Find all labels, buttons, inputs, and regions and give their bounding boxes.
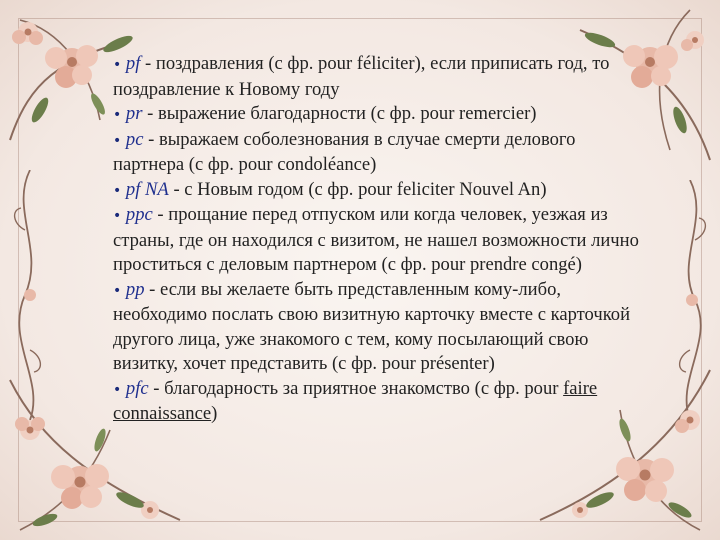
description: - с Новым годом (с фр. pour feliciter Nouvel An) xyxy=(168,178,547,200)
abbreviation: pf xyxy=(125,53,141,74)
description: - выражение благодарности (с фр. pour remercier) xyxy=(142,103,537,124)
bullet-icon: • xyxy=(113,282,122,299)
description: - если вы желаете быть представленным кому-либо, необходимо послать свою визитную карточку вместе с карточкой другого лица, уже знакомого с тем, кому посылающий свою визитку, хочет представить (с фр. pour présenter) xyxy=(113,278,631,374)
abbreviation: pp xyxy=(125,278,145,300)
bullet-icon: • xyxy=(113,381,122,398)
bullet-icon: • xyxy=(113,182,122,199)
list-item xyxy=(113,178,645,204)
abbreviation: pr xyxy=(125,103,143,124)
abbreviation: ppc xyxy=(125,204,153,225)
abbreviation: pf NA xyxy=(125,178,169,200)
list-item xyxy=(113,377,645,427)
list-item xyxy=(113,128,645,178)
bullet-icon: • xyxy=(113,107,122,123)
bullet-icon: • xyxy=(113,132,122,149)
list-item xyxy=(113,203,645,278)
list-item xyxy=(113,278,645,377)
description: - поздравления (с фр. pour féliciter), если приписать год, то поздравление к Новому году xyxy=(113,53,610,100)
list-item xyxy=(113,102,645,128)
list-item xyxy=(113,52,645,102)
abbreviations-list xyxy=(113,52,645,427)
bullet-icon: • xyxy=(113,208,122,224)
description-end: ) xyxy=(211,403,218,424)
bullet-icon: • xyxy=(113,57,122,73)
description: - благодарность за приятное знакомство (с фр. pour xyxy=(148,377,564,399)
abbreviation: pc xyxy=(125,128,144,150)
description: - выражаем соболезнования в случае смерти делового партнера (с фр. pour condoléance) xyxy=(113,128,576,175)
description: - прощание перед отпуском или когда человек, уезжая из страны, где он находился с визитом, не нашел возможности лично проститься с деловым партнером (с фр. pour prendre congé) xyxy=(113,204,639,275)
underlined-phrase: faire connaissance xyxy=(113,377,598,424)
abbreviation: pfc xyxy=(125,377,149,399)
